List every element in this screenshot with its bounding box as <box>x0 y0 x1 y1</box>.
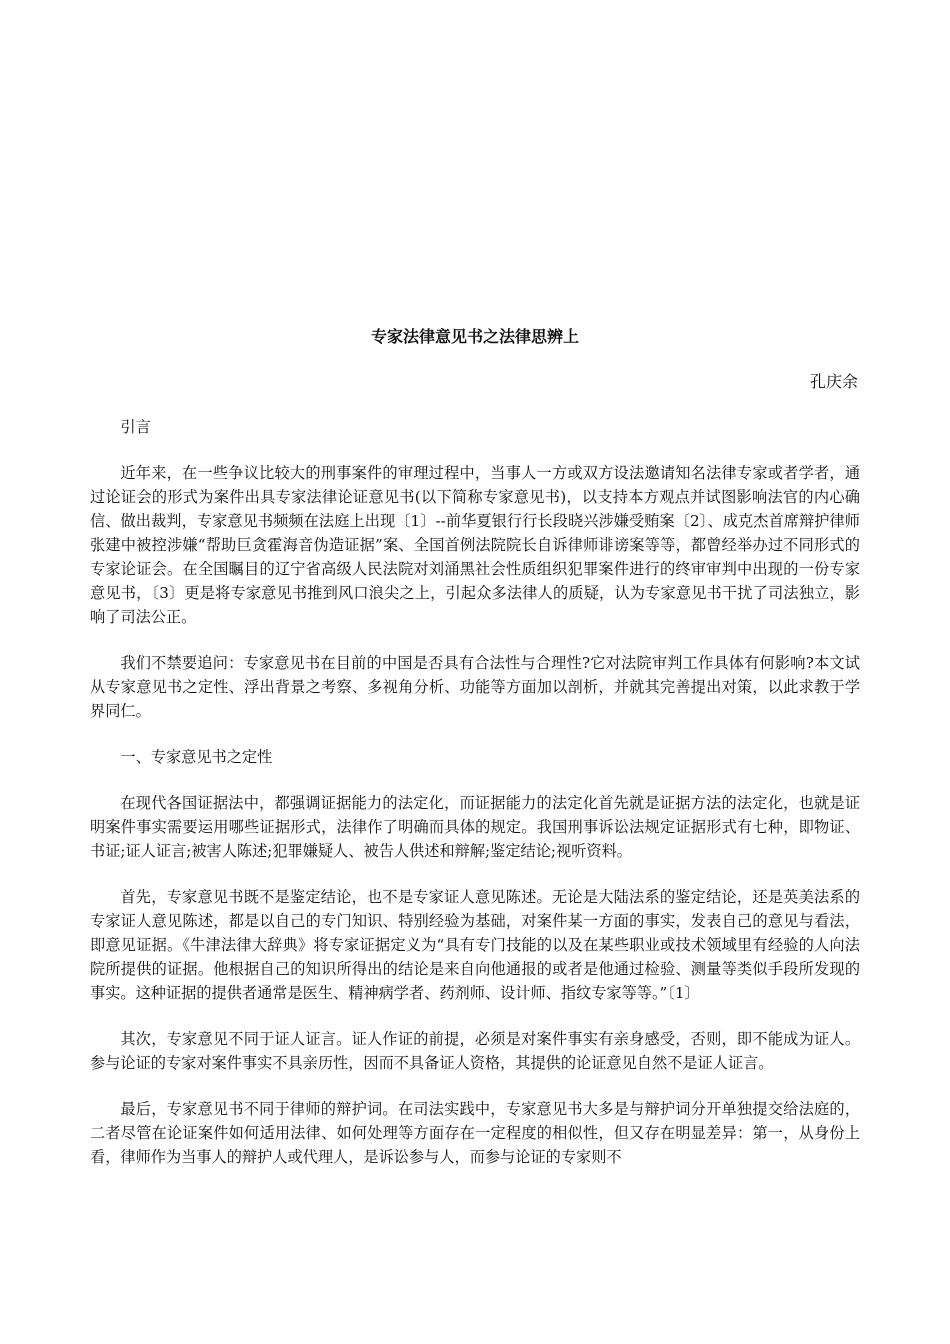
document-title: 专家法律意见书之法律思辨上 <box>370 327 579 346</box>
paragraph-5: 其次，专家意见不同于证人证言。证人作证的前提，必须是对案件事实有亲身感受，否则，即不能成为证人。参与论证的专家对案件事实不具亲历性，因而不具备证人资格，其提供的论证意见自然不是证人证言。 <box>90 1030 860 1072</box>
paragraph-4: 首先，专家意见书既不是鉴定结论，也不是专家证人意见陈述。无论是大陆法系的鉴定结论，还是英美法系的专家证人意见陈述，都是以自己的专门知识、特别经验为基础，对案件某一方面的事实，发表自己的意见与看法，即意见证据。《牛津法律大辞典》将专家证据定义为“具有专门技能的以及在某些职业或技术领域里有经验的人向法院所提供的证据。他根据自己的知识所得出的结论是来自向他通报的或者是他通过检验、测量等类似手段所发现的事实。这种证据的提供者通常是医生、精神病学者、药剂师、设计师、指纹专家等等。”〔1〕 <box>90 888 860 1002</box>
paragraph-6: 最后，专家意见书不同于律师的辩护词。在司法实践中，专家意见书大多是与辩护词分开单独提交给法庭的，二者尽管在论证案件如何适用法律、如何处理等方面存在一定程度的相似性，但又存在明显差异：第一，从身份上看，律师作为当事人的辩护人或代理人，是诉讼参与人，而参与论证的专家则不 <box>90 1100 860 1166</box>
document-body <box>90 415 860 1191</box>
paragraph-3: 在现代各国证据法中，都强调证据能力的法定化，而证据能力的法定化首先就是证据方法的法定化，也就是证明案件事实需要运用哪些证据形式，法律作了明确而具体的规定。我国刑事诉讼法规定证据形式有七种，即物证、书证;证人证言;被害人陈述;犯罪嫌疑人、被告人供述和辩解;鉴定结论;视听资料。 <box>90 794 860 860</box>
author-name: 孔庆余 <box>809 372 858 391</box>
section-1-heading: 一、专家意见书之定性 <box>120 748 273 766</box>
paragraph-1: 近年来，在一些争议比较大的刑事案件的审理过程中，当事人一方或双方设法邀请知名法律专家或者学者，通过论证会的形式为案件出具专家法律论证意见书(以下简称专家意见书)，以支持本方观点并试图影响法官的内心确信、做出裁判，专家意见书频频在法庭上出现〔1〕--前华夏银行行长段晓兴涉嫌受贿案〔2〕、成克杰首席辩护律师张建中被控涉嫌“帮助巨贪霍海音伪造证据”案、全国首例法院院长自诉律师诽谤案等等，都曾经举办过不同形式的专家论证会。在全国瞩目的辽宁省高级人民法院对刘涌黑社会性质组织犯罪案件进行的终审审判中出现的一份专家意见书，〔3〕更是将专家意见书推到风口浪尖之上，引起众多法律人的质疑，认为专家意见书干扰了司法独立，影响了司法公正。 <box>90 464 860 626</box>
intro-heading: 引言 <box>120 418 151 436</box>
paragraph-2: 我们不禁要追问：专家意见书在目前的中国是否具有合法性与合理性?它对法院审判工作具体有何影响?本文试从专家意见书之定性、浮出背景之考察、多视角分析、功能等方面加以剖析，并就其完善提出对策，以此求教于学界同仁。 <box>90 654 860 720</box>
